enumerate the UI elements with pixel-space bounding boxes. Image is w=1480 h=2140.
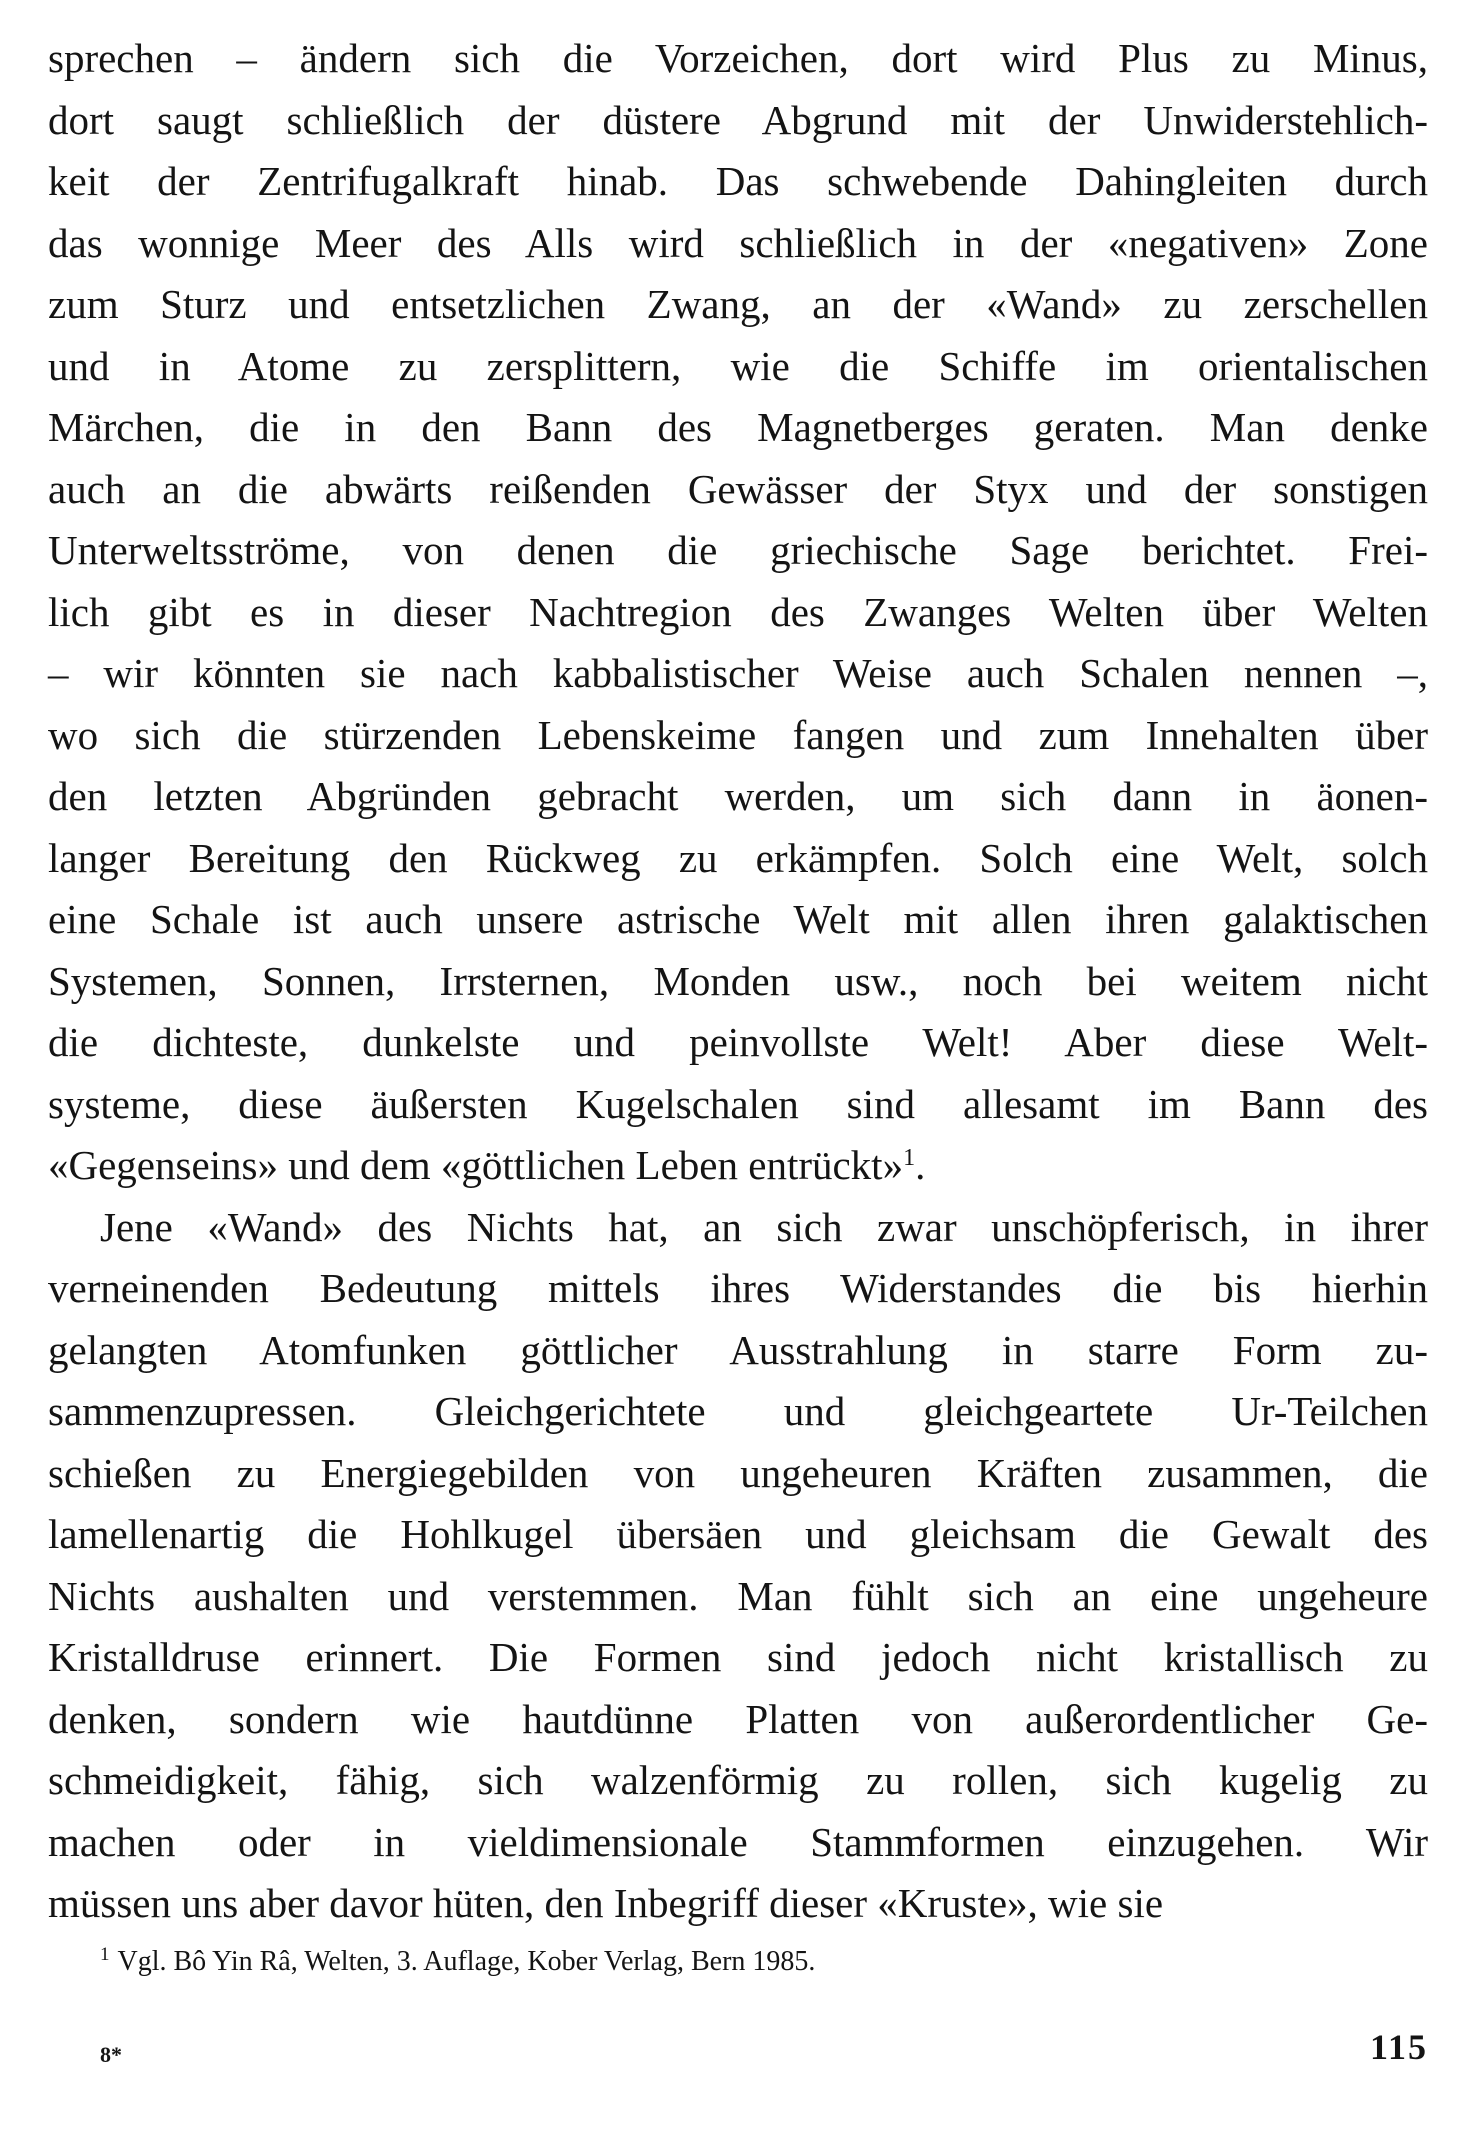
line-text: schießen zu Energiegebilden von ungeheuren Kräften zusammen, die <box>48 1449 1428 1496</box>
text-line <box>48 28 1428 90</box>
page-number: 115 <box>1369 2027 1428 2067</box>
text-line <box>48 1812 1428 1874</box>
text-line <box>48 397 1428 459</box>
line-text: langer Bereitung den Rückweg zu erkämpfen. Solch eine Welt, solch <box>48 834 1428 881</box>
footnote-marker: 1 <box>100 1944 110 1965</box>
footnote-reference: 1 <box>903 1145 916 1171</box>
body-text <box>48 28 1428 1935</box>
text-line <box>48 705 1428 767</box>
line-text: sammenzupressen. Gleichgerichtete und gleichgeartete Ur-Teilchen <box>48 1388 1428 1434</box>
line-text: dort saugt schließlich der düstere Abgrund mit der Unwiderstehlich- <box>48 96 1428 143</box>
text-line <box>48 1504 1428 1566</box>
line-text: Nichts aushalten und verstemmen. Man fühlt sich an eine ungeheure <box>48 1572 1428 1619</box>
line-text: – wir könnten sie nach kabbalistischer Weise auch Schalen nennen –, <box>48 650 1428 696</box>
line-text: Kristalldruse erinnert. Die Formen sind jedoch nicht kristallisch zu <box>48 1634 1428 1680</box>
line-text: lich gibt es in dieser Nachtregion des Zwanges Welten über Welten <box>48 588 1428 635</box>
line-text: wo sich die stürzenden Lebenskeime fangen und zum Innehalten über <box>48 711 1428 758</box>
text-line <box>48 1443 1428 1505</box>
text-line <box>48 1320 1428 1382</box>
text-line <box>48 643 1428 705</box>
line-text: Unterweltsströme, von denen die griechische Sage berichtet. Frei- <box>48 527 1428 573</box>
text-line <box>48 151 1428 213</box>
line-text: Märchen, die in den Bann des Magnetberges geraten. Man denke <box>48 404 1428 450</box>
text-line <box>48 951 1428 1013</box>
text-line <box>48 213 1428 275</box>
text-line <box>48 90 1428 152</box>
text-line <box>48 459 1428 521</box>
line-text: gelangten Atomfunken göttlicher Ausstrahlung in starre Form zu- <box>48 1326 1428 1373</box>
line-text: eine Schale ist auch unsere astrische Welt mit allen ihren galaktischen <box>48 896 1428 942</box>
line-text: lamellenartig die Hohlkugel übersäen und gleichsam die Gewalt des <box>48 1511 1428 1557</box>
text-line <box>48 766 1428 828</box>
footnote <box>100 1944 1400 1980</box>
line-text: verneinenden Bedeutung mittels ihres Widerstandes die bis hierhin <box>48 1265 1428 1311</box>
line-text: machen oder in vieldimensionale Stammformen einzugehen. Wir <box>48 1818 1428 1865</box>
text-line <box>48 1197 1428 1259</box>
line-text: keit der Zentrifugalkraft hinab. Das schwebende Dahingleiten durch <box>48 158 1428 204</box>
line-text: systeme, diese äußersten Kugelschalen sind allesamt im Bann des <box>48 1080 1428 1127</box>
footnote-text: Vgl. Bô Yin Râ, Welten, 3. Auflage, Kober Verlag, Bern 1985. <box>117 1946 816 1977</box>
line-text: auch an die abwärts reißenden Gewässer der Styx und der sonstigen <box>48 465 1428 512</box>
text-line <box>48 1566 1428 1628</box>
text-line <box>48 1074 1428 1136</box>
text-line <box>48 1750 1428 1812</box>
line-text: schmeidigkeit, fähig, sich walzenförmig zu rollen, sich kugelig zu <box>48 1757 1428 1803</box>
text-line <box>48 889 1428 951</box>
signature-mark: 8* <box>100 2042 122 2067</box>
line-text: das wonnige Meer des Alls wird schließlich in der «negativen» Zone <box>48 219 1428 266</box>
line-text: zum Sturz und entsetzlichen Zwang, an der «Wand» zu zerschellen <box>48 281 1428 327</box>
text-line <box>48 1135 1428 1197</box>
sentence-end: . <box>915 1142 926 1188</box>
line-text: die dichteste, dunkelste und peinvollste Welt! Aber diese Welt- <box>48 1019 1428 1065</box>
text-line <box>48 1689 1428 1751</box>
paragraph-1 <box>48 28 1428 1197</box>
line-text: Jene «Wand» des Nichts hat, an sich zwar unschöpferisch, in ihrer <box>100 1203 1428 1250</box>
line-text: den letzten Abgründen gebracht werden, um sich dann in äonen- <box>48 773 1428 819</box>
text-line <box>48 582 1428 644</box>
line-text: müssen uns aber davor hüten, den Inbegriff dieser «Kruste», wie sie <box>48 1880 1164 1926</box>
text-line <box>48 828 1428 890</box>
text-line <box>48 336 1428 398</box>
paragraph-2 <box>48 1197 1428 1935</box>
text-line <box>48 1012 1428 1074</box>
text-line <box>48 274 1428 336</box>
text-line <box>48 520 1428 582</box>
text-line <box>48 1381 1428 1443</box>
text-line <box>48 1873 1428 1935</box>
line-text: Systemen, Sonnen, Irrsternen, Monden usw., noch bei weitem nicht <box>48 957 1428 1004</box>
text-line <box>48 1258 1428 1320</box>
line-text: «Gegenseins» und dem «göttlichen Leben entrückt» <box>48 1142 904 1188</box>
text-line <box>48 1627 1428 1689</box>
line-text: denken, sondern wie hautdünne Platten von außerordentlicher Ge- <box>48 1695 1428 1742</box>
line-text: sprechen – ändern sich die Vorzeichen, dort wird Plus zu Minus, <box>48 35 1428 81</box>
line-text: und in Atome zu zersplittern, wie die Schiffe im orientalischen <box>48 342 1428 389</box>
